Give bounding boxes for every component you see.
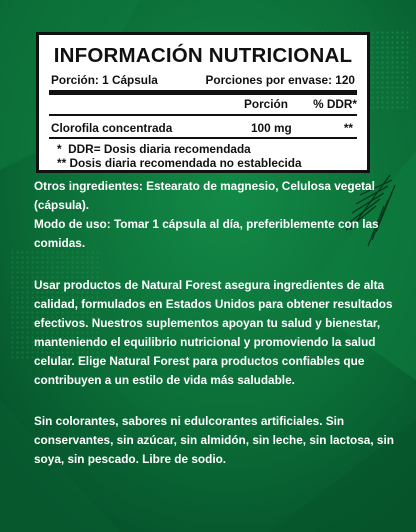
serving-size: Porción: 1 Cápsula xyxy=(51,73,158,87)
servings-per-container: Porciones por envase: 120 xyxy=(205,73,355,87)
footnote-not-established: ** Dosis diaria recomendada no establecida xyxy=(57,156,302,170)
brand-paragraph: Usar productos de Natural Forest asegura ingredientes de alta calidad, formulados en Estados Unidos para obtener resultados efectivos. Nuestros suplementos apoyan tu salud y bienestar, manteniendo el equilibrio nutricional y promoviendo la salud celular. Elige Natural Forest para productos confiables que contribuyen a un estilo de vida más saludable. xyxy=(34,278,393,387)
column-header-ddr: % DDR* xyxy=(313,97,357,111)
divider xyxy=(49,114,357,116)
column-header-portion: Porción xyxy=(244,97,288,111)
nutrition-facts-panel xyxy=(36,32,370,173)
ingredients-and-usage xyxy=(34,177,398,253)
ingredient-name: Clorofila concentrada xyxy=(51,121,173,135)
free-from-paragraph: Sin colorantes, sabores ni edulcorantes artificiales. Sin conservantes, sin azúcar, sin almidón, sin leche, sin lactosa, sin soya, sin pescado. Libre de sodio. xyxy=(34,414,394,466)
ingredient-ddr: ** xyxy=(343,121,353,135)
thick-divider xyxy=(49,90,357,95)
usage-text: Modo de uso: Tomar 1 cápsula al día, preferiblemente con las comidas. xyxy=(34,217,379,250)
divider xyxy=(49,137,357,139)
ingredient-amount: 100 mg xyxy=(251,121,292,135)
panel-title: INFORMACIÓN NUTRICIONAL xyxy=(53,44,353,67)
other-ingredients-text: Otros ingredientes: Estearato de magnesio, Celulosa vegetal (cápsula). xyxy=(34,179,375,212)
footnote-ddr: * DDR= Dosis diaria recomendada xyxy=(57,142,251,156)
